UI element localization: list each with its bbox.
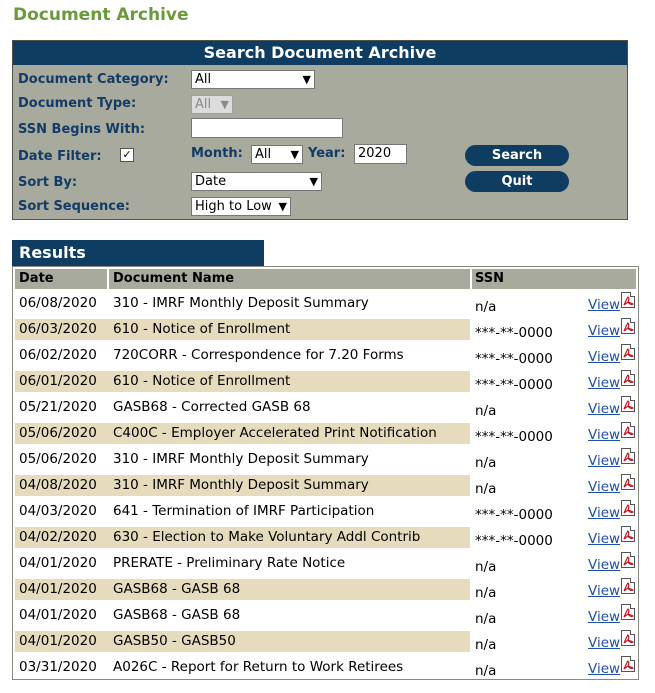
date-filter-label: Date Filter:: [18, 149, 102, 164]
sort-sequence-select[interactable]: [191, 197, 291, 216]
view-link[interactable]: View: [588, 583, 621, 599]
row-date: 03/31/2020: [19, 659, 97, 675]
row-date: 06/08/2020: [19, 295, 97, 311]
sort-by-select[interactable]: [191, 172, 322, 191]
row-date: 04/01/2020: [19, 555, 97, 571]
search-panel: [12, 40, 628, 220]
view-link[interactable]: View: [588, 401, 621, 417]
sort-by-value: Date: [195, 174, 227, 189]
pdf-icon[interactable]: [621, 318, 635, 334]
table-row: [15, 395, 636, 421]
month-label: Month:: [191, 146, 243, 161]
row-ssn: n/a: [475, 637, 497, 653]
document-type-value: All: [195, 97, 212, 112]
pdf-icon[interactable]: [621, 370, 635, 386]
ssn-input[interactable]: [191, 118, 343, 138]
row-date: 05/06/2020: [19, 451, 97, 467]
row-date: 04/01/2020: [19, 633, 97, 649]
row-document-name: 610 - Notice of Enrollment: [113, 321, 291, 337]
results-table: [12, 266, 639, 680]
pdf-icon[interactable]: [621, 474, 635, 490]
row-ssn: n/a: [475, 403, 497, 419]
table-row: [15, 499, 636, 525]
document-name-column-header: Document Name: [113, 271, 235, 286]
document-type-label: Document Type:: [18, 96, 137, 111]
row-document-name: 630 - Election to Make Voluntary Addl Contrib: [113, 529, 421, 545]
row-document-name: PRERATE - Preliminary Rate Notice: [113, 555, 346, 571]
pdf-icon[interactable]: [621, 344, 635, 360]
row-ssn: n/a: [475, 559, 497, 575]
search-button[interactable]: Search: [465, 145, 569, 166]
pdf-icon[interactable]: [621, 526, 635, 542]
pdf-icon[interactable]: [621, 422, 635, 438]
row-document-name: GASB68 - GASB 68: [113, 581, 241, 597]
row-ssn: ***-**-0000: [475, 377, 553, 393]
row-date: 04/03/2020: [19, 503, 97, 519]
year-label: Year:: [308, 146, 346, 161]
document-category-select[interactable]: [191, 70, 315, 89]
row-date: 04/01/2020: [19, 607, 97, 623]
row-ssn: n/a: [475, 585, 497, 601]
quit-button[interactable]: Quit: [465, 171, 569, 192]
view-link[interactable]: View: [588, 635, 621, 651]
month-value: All: [255, 147, 272, 162]
chevron-down-icon: ▼: [220, 98, 229, 111]
pdf-icon[interactable]: [621, 552, 635, 568]
row-document-name: 720CORR - Correspondence for 7.20 Forms: [113, 347, 404, 363]
row-ssn: n/a: [475, 455, 497, 471]
results-title: Results: [12, 240, 264, 266]
page-title: Document Archive: [13, 5, 189, 25]
row-ssn: n/a: [475, 299, 497, 315]
table-row: [15, 525, 636, 551]
row-document-name: 641 - Termination of IMRF Participation: [113, 503, 375, 519]
sort-by-label: Sort By:: [18, 175, 78, 190]
column-divider: [107, 269, 109, 289]
document-type-select[interactable]: [191, 95, 233, 114]
results-rows: [15, 291, 636, 680]
view-link[interactable]: View: [588, 297, 621, 313]
row-document-name: GASB68 - GASB 68: [113, 607, 241, 623]
table-row: [15, 369, 636, 395]
table-row: [15, 447, 636, 473]
view-link[interactable]: View: [588, 427, 621, 443]
row-document-name: A026C - Report for Return to Work Retirees: [113, 659, 404, 675]
sort-sequence-value: High to Low: [195, 199, 272, 214]
row-date: 04/02/2020: [19, 529, 97, 545]
table-row: [15, 421, 636, 447]
row-ssn: n/a: [475, 663, 497, 679]
table-row: [15, 603, 636, 629]
view-link[interactable]: View: [588, 609, 621, 625]
table-row: [15, 473, 636, 499]
row-ssn: ***-**-0000: [475, 325, 553, 341]
row-ssn: ***-**-0000: [475, 533, 553, 549]
document-category-value: All: [195, 72, 212, 87]
pdf-icon[interactable]: [621, 292, 635, 308]
row-date: 06/02/2020: [19, 347, 97, 363]
view-link[interactable]: View: [588, 349, 621, 365]
row-document-name: 310 - IMRF Monthly Deposit Summary: [113, 451, 369, 467]
month-select[interactable]: [251, 145, 303, 164]
row-ssn: n/a: [475, 611, 497, 627]
table-row: [15, 291, 636, 317]
search-header: Search Document Archive: [13, 41, 627, 65]
pdf-icon[interactable]: [621, 656, 635, 672]
year-input[interactable]: 2020: [354, 144, 407, 164]
pdf-icon[interactable]: [621, 604, 635, 620]
row-date: 05/06/2020: [19, 425, 97, 441]
view-link[interactable]: View: [588, 323, 621, 339]
view-link[interactable]: View: [588, 557, 621, 573]
pdf-icon[interactable]: [621, 396, 635, 412]
row-date: 05/21/2020: [19, 399, 97, 415]
row-document-name: 610 - Notice of Enrollment: [113, 373, 291, 389]
view-link[interactable]: View: [588, 661, 621, 677]
row-date: 04/08/2020: [19, 477, 97, 493]
view-link[interactable]: View: [588, 505, 621, 521]
sort-sequence-label: Sort Sequence:: [18, 199, 130, 214]
ssn-column-header: SSN: [475, 271, 505, 286]
date-column-header: Date: [19, 271, 54, 286]
pdf-icon[interactable]: [621, 630, 635, 646]
row-document-name: C400C - Employer Accelerated Print Notification: [113, 425, 437, 441]
table-row: [15, 317, 636, 343]
row-document-name: 310 - IMRF Monthly Deposit Summary: [113, 295, 369, 311]
row-document-name: GASB50 - GASB50: [113, 633, 236, 649]
view-link[interactable]: View: [588, 479, 621, 495]
row-document-name: 310 - IMRF Monthly Deposit Summary: [113, 477, 369, 493]
row-date: 04/01/2020: [19, 581, 97, 597]
view-link[interactable]: View: [588, 453, 621, 469]
table-row: [15, 629, 636, 655]
row-ssn: ***-**-0000: [475, 507, 553, 523]
row-document-name: GASB68 - Corrected GASB 68: [113, 399, 311, 415]
chevron-down-icon: ▼: [302, 73, 311, 86]
table-row: [15, 577, 636, 603]
row-date: 06/01/2020: [19, 373, 97, 389]
chevron-down-icon: ▼: [290, 148, 299, 161]
pdf-icon[interactable]: [621, 500, 635, 516]
view-link[interactable]: View: [588, 375, 621, 391]
table-row: [15, 551, 636, 577]
row-ssn: n/a: [475, 481, 497, 497]
column-divider: [470, 269, 472, 289]
date-filter-checkbox[interactable]: ✓: [120, 148, 134, 162]
table-header: [15, 269, 636, 289]
chevron-down-icon: ▼: [309, 175, 318, 188]
row-ssn: ***-**-0000: [475, 351, 553, 367]
row-date: 06/03/2020: [19, 321, 97, 337]
chevron-down-icon: ▼: [278, 200, 287, 213]
table-row: [15, 655, 636, 680]
ssn-label: SSN Begins With:: [18, 122, 146, 137]
view-link[interactable]: View: [588, 531, 621, 547]
row-ssn: ***-**-0000: [475, 429, 553, 445]
table-row: [15, 343, 636, 369]
pdf-icon[interactable]: [621, 448, 635, 464]
document-category-label: Document Category:: [18, 72, 169, 87]
pdf-icon[interactable]: [621, 578, 635, 594]
